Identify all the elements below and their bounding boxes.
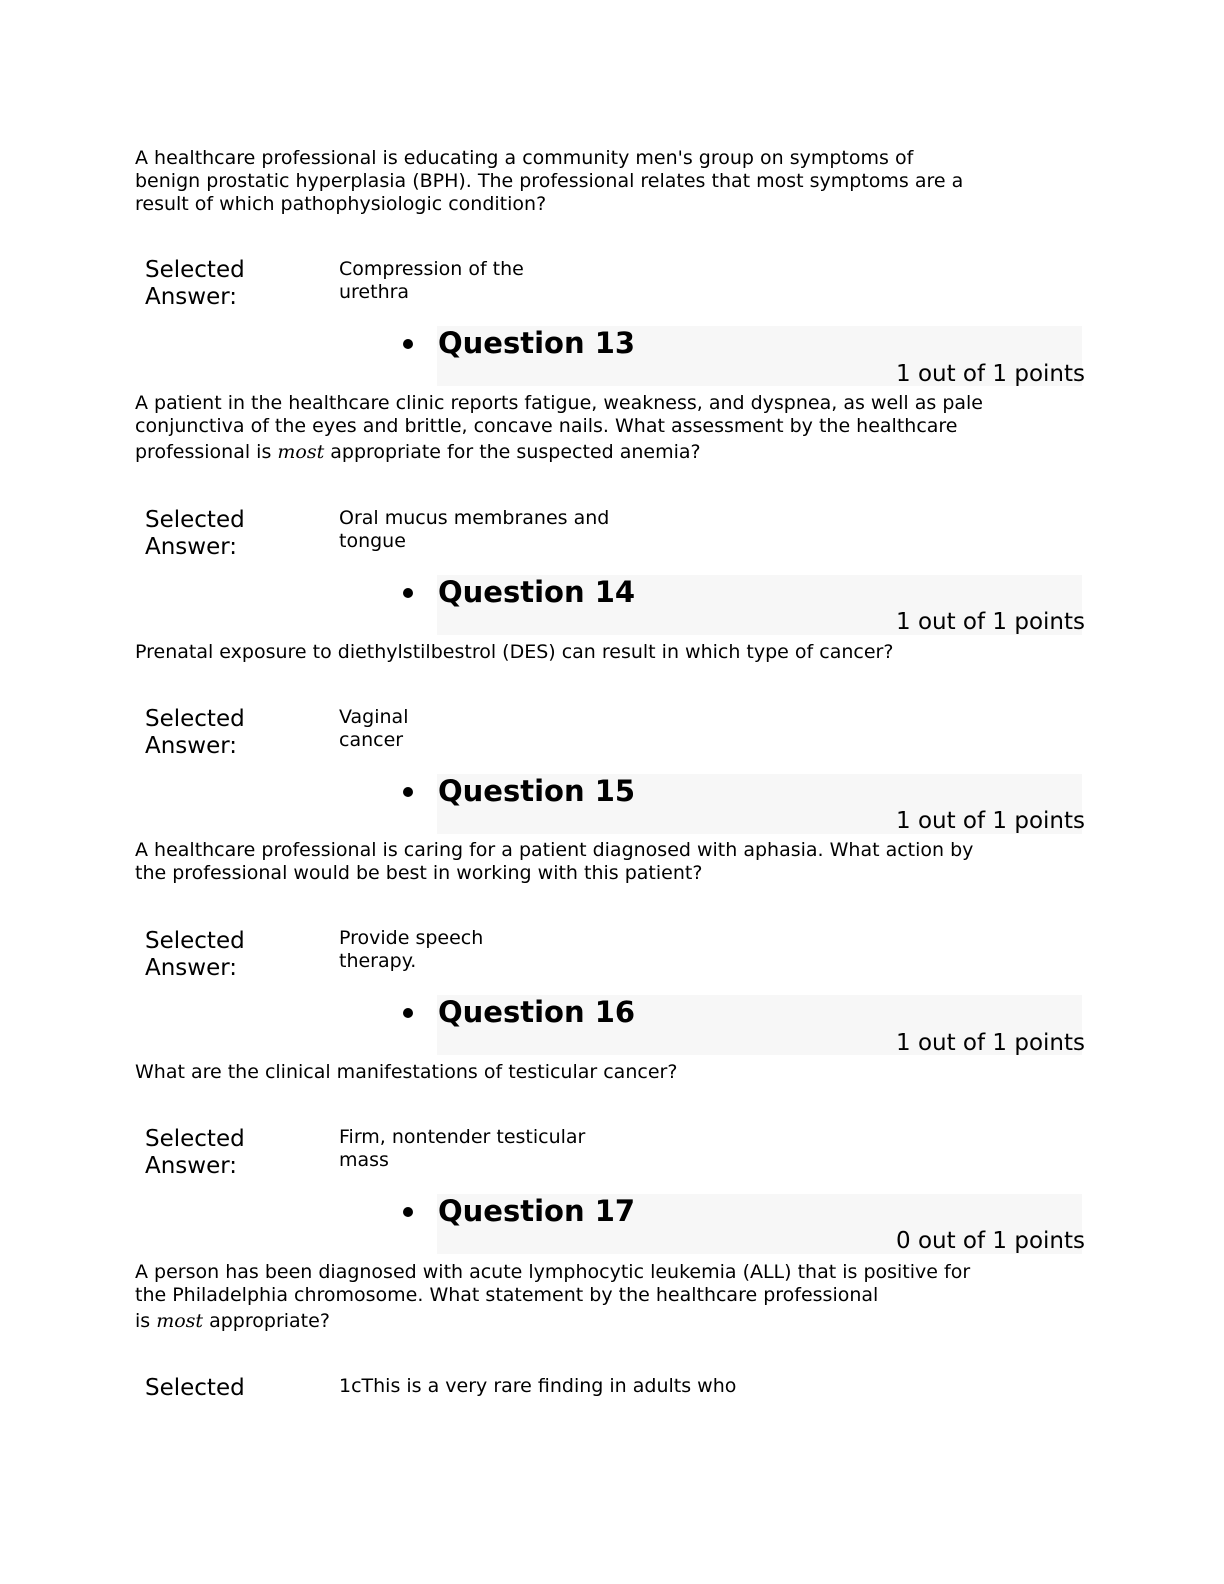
emphasis-text: most	[156, 1310, 204, 1332]
text-span: is	[135, 1310, 157, 1332]
question-text-line: A patient in the healthcare clinic reports fatigue, weakness, and dyspnea, as well as pale	[135, 392, 983, 414]
question-text-line: Prenatal exposure to diethylstilbestrol (DES) can result in which type of cancer?	[135, 641, 894, 663]
emphasis-text: most	[277, 441, 325, 463]
answer-line: cancer	[339, 729, 404, 751]
question-15-text	[135, 839, 1035, 885]
selected-label-line: Answer:	[145, 534, 238, 560]
answer-line: 1cThis is a very rare finding in adults who	[339, 1375, 737, 1397]
selected-answer-value	[339, 507, 609, 553]
question-14-text	[135, 641, 1035, 664]
selected-label-line: Selected	[145, 706, 245, 732]
answer-line: Firm, nontender testicular	[339, 1126, 586, 1148]
text-span: appropriate for the suspected anemia?	[324, 441, 701, 463]
question-text-line: the Philadelphia chromosome. What statement by the healthcare professional	[135, 1284, 879, 1306]
question-12-text	[135, 147, 1035, 216]
question-text-line	[135, 441, 1035, 464]
question-17-title: Question 17	[438, 1194, 636, 1228]
selected-answer-value	[339, 1126, 585, 1172]
answer-line: Provide speech	[339, 927, 484, 949]
question-15-title: Question 15	[438, 774, 636, 808]
question-15-points: 1 out of 1 points	[896, 808, 1085, 834]
selected-answer-value	[339, 1375, 736, 1398]
selected-label-line: Selected	[145, 1126, 245, 1152]
bullet-icon	[403, 1008, 413, 1018]
question-13-title: Question 13	[438, 326, 636, 360]
text-span: appropriate?	[203, 1310, 330, 1332]
selected-answer-label	[145, 1375, 245, 1402]
answer-line: Oral mucus membranes and	[339, 507, 610, 529]
question-13-text	[135, 392, 1035, 464]
selected-answer-value	[339, 927, 483, 973]
selected-answer-label	[145, 706, 245, 760]
question-17-text	[135, 1261, 1035, 1333]
answer-line: urethra	[339, 281, 410, 303]
selected-label-line: Selected	[145, 257, 245, 283]
selected-answer-label	[145, 507, 245, 561]
selected-label-line: Answer:	[145, 955, 238, 981]
answer-line: therapy.	[339, 950, 417, 972]
question-16-title: Question 16	[438, 995, 636, 1029]
question-text-line: result of which pathophysiologic condition?	[135, 193, 547, 215]
text-span: professional is	[135, 441, 278, 463]
selected-answer-label	[145, 928, 245, 982]
question-14-points: 1 out of 1 points	[896, 609, 1085, 635]
bullet-icon	[403, 339, 413, 349]
question-text-line: benign prostatic hyperplasia (BPH). The professional relates that most symptoms are a	[135, 170, 964, 192]
question-text-line	[135, 1310, 1035, 1333]
selected-answer-value	[339, 706, 408, 752]
selected-label-line: Answer:	[145, 1153, 238, 1179]
answer-line: tongue	[339, 530, 406, 552]
question-text-line: What are the clinical manifestations of testicular cancer?	[135, 1061, 678, 1083]
selected-label-line: Selected	[145, 928, 245, 954]
question-text-line: A healthcare professional is caring for a patient diagnosed with aphasia. What action by	[135, 839, 974, 861]
question-text-line: the professional would be best in working with this patient?	[135, 862, 703, 884]
bullet-icon	[403, 1207, 413, 1217]
question-14-title: Question 14	[438, 575, 636, 609]
answer-line: Compression of the	[339, 258, 524, 280]
question-text-line: conjunctiva of the eyes and brittle, concave nails. What assessment by the healthcare	[135, 415, 958, 437]
question-13-points: 1 out of 1 points	[896, 361, 1085, 387]
selected-answer-label	[145, 257, 245, 311]
selected-answer-value	[339, 258, 524, 304]
question-17-points: 0 out of 1 points	[896, 1228, 1085, 1254]
bullet-icon	[403, 787, 413, 797]
question-text-line: A healthcare professional is educating a community men's group on symptoms of	[135, 147, 914, 169]
selected-label-line: Answer:	[145, 284, 238, 310]
selected-answer-label	[145, 1126, 245, 1180]
bullet-icon	[403, 588, 413, 598]
selected-label-line: Selected	[145, 1375, 245, 1401]
selected-label-line: Answer:	[145, 733, 238, 759]
answer-line: Vaginal	[339, 706, 409, 728]
question-16-text	[135, 1061, 1035, 1084]
question-text-line: A person has been diagnosed with acute lymphocytic leukemia (ALL) that is positive for	[135, 1261, 971, 1283]
question-16-points: 1 out of 1 points	[896, 1030, 1085, 1056]
selected-label-line: Selected	[145, 507, 245, 533]
answer-line: mass	[339, 1149, 389, 1171]
